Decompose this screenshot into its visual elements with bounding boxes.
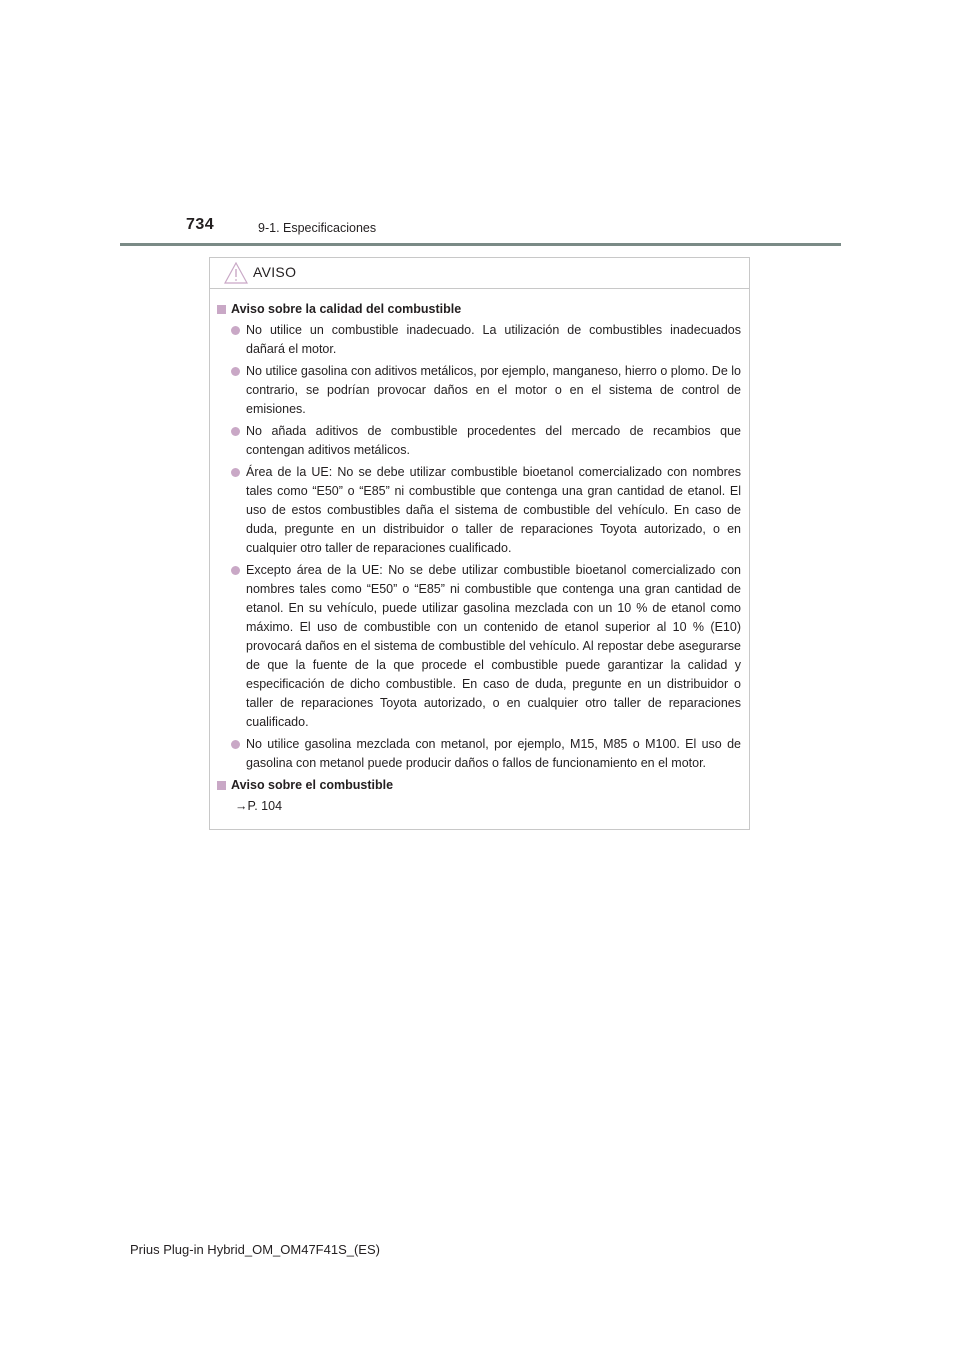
- list-item: [231, 463, 741, 558]
- footer-document-id: Prius Plug-in Hybrid_OM_OM47F41S_(ES): [130, 1242, 380, 1257]
- list-item: [231, 561, 741, 732]
- list-item: [231, 362, 741, 419]
- page-number: 734: [186, 216, 215, 233]
- list-item: [231, 321, 741, 359]
- section-title: 9-1. Especificaciones: [258, 221, 377, 235]
- list-item-text: No utilice un combustible inadecuado. La utilización de combustibles inadecuados dañará el motor.: [246, 323, 741, 356]
- list-item: [231, 735, 741, 773]
- page-reference: →P. 104: [235, 799, 283, 813]
- list-item: [231, 422, 741, 460]
- header-rule: [120, 243, 841, 246]
- dot-bullet-icon: [231, 740, 240, 749]
- square-bullet-icon: [217, 305, 226, 314]
- section-heading-text: Aviso sobre la calidad del combustible: [231, 302, 462, 316]
- dot-bullet-icon: [231, 566, 240, 575]
- warning-header: [210, 258, 749, 289]
- section-heading-text: Aviso sobre el combustible: [231, 778, 394, 792]
- dot-bullet-icon: [231, 468, 240, 477]
- list-item-text: Excepto área de la UE: No se debe utilizar combustible bioetanol comercializado con nombres tales como “E50” o “E85” ni combustible que contenga una gran cantidad de etanol. En su vehículo, puede utilizar gasolina mezclada con un 10 % de etanol como máximo. El uso de combustible con un contenido de etanol superior al 10 % (E10) provocará daños en el sistema de combustible del vehículo. Al repostar debe asegurarse de que la fuente de la que procede el combustible puede garantizar la calidad y especificación de dicho combustible. En caso de duda, pregunte en un distribuidor o taller de reparaciones Toyota autorizado, o en cualquier otro taller de reparaciones cualificado.: [246, 563, 741, 729]
- warning-body: [210, 289, 749, 816]
- square-bullet-icon: [217, 781, 226, 790]
- dot-bullet-icon: [231, 326, 240, 335]
- dot-bullet-icon: [231, 427, 240, 436]
- warning-triangle-icon: [224, 262, 248, 284]
- list-item-text: No utilice gasolina mezclada con metanol, por ejemplo, M15, M85 o M100. El uso de gasolina con metanol puede producir daños o fallos de funcionamiento en el motor.: [246, 737, 741, 770]
- section-heading: [217, 300, 741, 319]
- list-item-text: No añada aditivos de combustible procedentes del mercado de recambios que contengan aditivos metálicos.: [246, 424, 741, 457]
- list-item-text: No utilice gasolina con aditivos metálicos, por ejemplo, manganeso, hierro o plomo. De lo contrario, se podrían provocar daños en el motor o en el sistema de control de emisiones.: [246, 364, 741, 416]
- warning-label: AVISO: [253, 264, 297, 280]
- section-heading: [217, 776, 741, 795]
- warning-box: [209, 257, 750, 830]
- dot-bullet-icon: [231, 367, 240, 376]
- list-item-text: Área de la UE: No se debe utilizar combustible bioetanol comercializado con nombres tales como “E50” o “E85” ni combustible que contenga una gran cantidad de etanol. El uso de estos combustibles daña el sistema de combustible del vehículo. En caso de duda, pregunte en un distribuidor o taller de reparaciones Toyota autorizado, o en cualquier otro taller de reparaciones cualificado.: [246, 465, 741, 555]
